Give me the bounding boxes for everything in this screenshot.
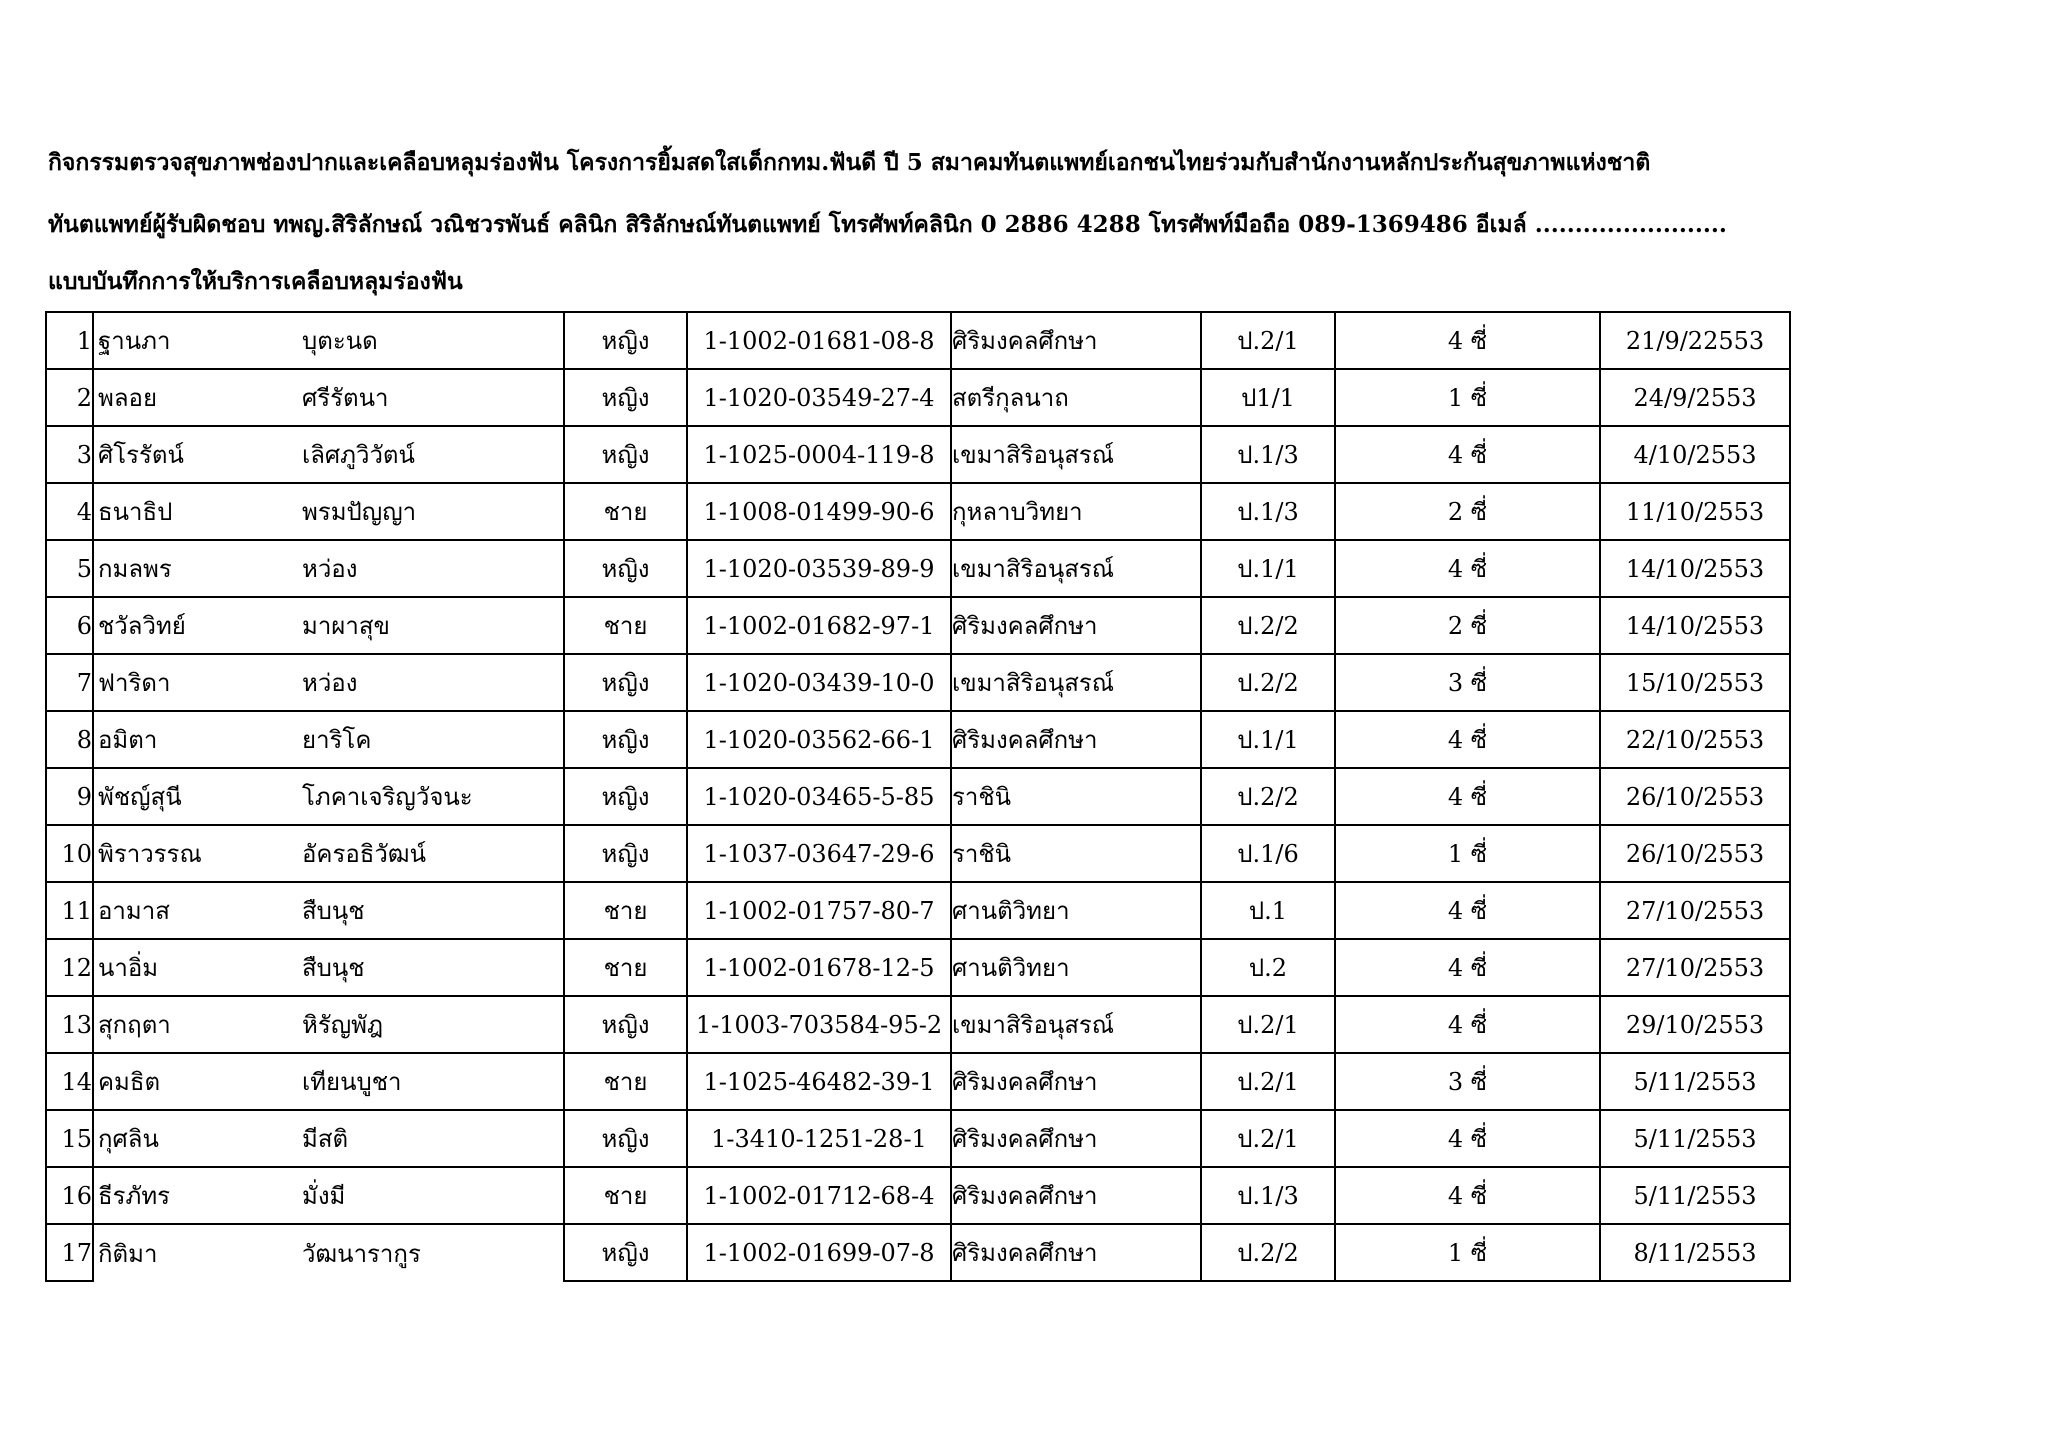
student-name [93,1053,564,1110]
table-row [46,825,1790,882]
class-cell: ป.1 [1201,882,1335,939]
service-date-cell: 15/10/2553 [1600,654,1790,711]
student-name [93,312,564,369]
service-date-cell: 14/10/2553 [1600,597,1790,654]
first-name: พิราวรรณ [98,840,202,868]
row-number: 1 [46,312,93,369]
class-cell: ป.1/3 [1201,1167,1335,1224]
row-number: 14 [46,1053,93,1110]
teeth-count-cell: 3 ซี่ [1335,654,1600,711]
row-number: 3 [46,426,93,483]
class-cell: ป.2/1 [1201,1053,1335,1110]
teeth-count-cell: 4 ซี่ [1335,312,1600,369]
teeth-count-cell: 4 ซี่ [1335,1167,1600,1224]
student-name [93,1110,564,1167]
teeth-count-cell: 1 ซี่ [1335,825,1600,882]
first-name: ศิโรรัตน์ [98,441,184,469]
last-name: วัฒนารากูร [302,1239,421,1268]
table-row [46,1053,1790,1110]
service-date-cell: 26/10/2553 [1600,825,1790,882]
teeth-count-cell: 4 ซี่ [1335,540,1600,597]
service-date-cell: 27/10/2553 [1600,939,1790,996]
teeth-count-cell: 4 ซี่ [1335,1110,1600,1167]
citizen-id-cell: 1-1020-03549-27-4 [687,369,951,426]
service-date-cell: 5/11/2553 [1600,1110,1790,1167]
teeth-count-cell: 2 ซี่ [1335,483,1600,540]
row-number: 11 [46,882,93,939]
citizen-id-cell: 1-1003-703584-95-2 [687,996,951,1053]
teeth-count-cell: 1 ซี่ [1335,369,1600,426]
table-row [46,1110,1790,1167]
service-date-cell: 5/11/2553 [1600,1167,1790,1224]
first-name: ฐานภา [98,327,171,355]
class-cell: ป.2/2 [1201,654,1335,711]
school-cell: กุหลาบวิทยา [951,483,1201,540]
row-number: 8 [46,711,93,768]
first-name: สุกฤตา [98,1011,171,1039]
service-date-cell: 5/11/2553 [1600,1053,1790,1110]
citizen-id-cell: 1-1002-01757-80-7 [687,882,951,939]
teeth-count-cell: 2 ซี่ [1335,597,1600,654]
service-date-cell: 26/10/2553 [1600,768,1790,825]
school-cell: ศิริมงคลศึกษา [951,1224,1201,1281]
citizen-id-cell: 1-1002-01712-68-4 [687,1167,951,1224]
table-row [46,654,1790,711]
class-cell: ป1/1 [1201,369,1335,426]
class-cell: ป.2/2 [1201,768,1335,825]
table-row [46,483,1790,540]
citizen-id-cell: 1-1002-01682-97-1 [687,597,951,654]
table-row [46,369,1790,426]
service-date-cell: 27/10/2553 [1600,882,1790,939]
gender-cell: หญิง [564,654,687,711]
citizen-id-cell: 1-1025-46482-39-1 [687,1053,951,1110]
school-cell: ศิริมงคลศึกษา [951,1167,1201,1224]
first-name: ธนาธิป [98,498,173,526]
student-name [93,996,564,1053]
gender-cell: หญิง [564,711,687,768]
row-number: 17 [46,1224,93,1281]
gender-cell: หญิง [564,369,687,426]
last-name: โภคาเจริญวัจนะ [302,783,473,811]
student-name [93,369,564,426]
class-cell: ป.1/1 [1201,711,1335,768]
service-date-cell: 24/9/2553 [1600,369,1790,426]
student-name [93,654,564,711]
student-name [93,426,564,483]
school-cell: เขมาสิริอนุสรณ์ [951,426,1201,483]
last-name: สืบนุช [302,897,365,925]
last-name: หว่อง [302,669,358,697]
last-name: หิรัญพัฎ [302,1011,384,1039]
teeth-count-cell: 4 ซี่ [1335,426,1600,483]
citizen-id-cell: 1-1002-01699-07-8 [687,1224,951,1281]
row-number: 7 [46,654,93,711]
row-number: 10 [46,825,93,882]
student-name [93,711,564,768]
school-cell: เขมาสิริอนุสรณ์ [951,654,1201,711]
table-row [46,711,1790,768]
citizen-id-cell: 1-1020-03539-89-9 [687,540,951,597]
school-cell: ศิริมงคลศึกษา [951,312,1201,369]
first-name: ฟาริดา [98,669,171,697]
row-number: 16 [46,1167,93,1224]
gender-cell: หญิง [564,768,687,825]
school-cell: ศานติวิทยา [951,939,1201,996]
service-date-cell: 29/10/2553 [1600,996,1790,1053]
citizen-id-cell: 1-1020-03562-66-1 [687,711,951,768]
gender-cell: หญิง [564,825,687,882]
last-name: หว่อง [302,555,358,583]
table-row [46,996,1790,1053]
gender-cell: ชาย [564,597,687,654]
service-date-cell: 8/11/2553 [1600,1224,1790,1281]
table-row [46,768,1790,825]
student-name [93,540,564,597]
class-cell: ป.2 [1201,939,1335,996]
citizen-id-cell: 1-1002-01678-12-5 [687,939,951,996]
activity-title: กิจกรรมตรวจสุขภาพช่องปากและเคลือบหลุมร่องฟัน โครงการยิ้มสดใสเด็กกทม.ฟันดี ปี 5 สมาคมทันตแพทย์เอกชนไทยร่วมกับสำนักงานหลักประกันสุขภาพแห่งชาติ [48,149,1651,176]
last-name: สืบนุช [302,954,365,982]
citizen-id-cell: 1-1025-0004-119-8 [687,426,951,483]
gender-cell: ชาย [564,483,687,540]
school-cell: ศานติวิทยา [951,882,1201,939]
table-row [46,882,1790,939]
records-body [46,312,1790,1281]
service-date-cell: 11/10/2553 [1600,483,1790,540]
school-cell: เขมาสิริอนุสรณ์ [951,540,1201,597]
first-name: กุศลิน [98,1125,159,1153]
gender-cell: หญิง [564,426,687,483]
student-name [93,768,564,825]
first-name: คมธิต [98,1068,161,1096]
row-number: 15 [46,1110,93,1167]
table-row [46,1167,1790,1224]
student-name [93,939,564,996]
service-date-cell: 4/10/2553 [1600,426,1790,483]
teeth-count-cell: 4 ซี่ [1335,768,1600,825]
service-date-cell: 22/10/2553 [1600,711,1790,768]
student-name [93,597,564,654]
school-cell: ศิริมงคลศึกษา [951,1110,1201,1167]
form-title: แบบบันทึกการให้บริการเคลือบหลุมร่องฟัน [48,268,463,295]
last-name: มีสติ [302,1125,349,1153]
citizen-id-cell: 1-1020-03439-10-0 [687,654,951,711]
gender-cell: หญิง [564,1110,687,1167]
table-row [46,939,1790,996]
row-number: 4 [46,483,93,540]
class-cell: ป.2/2 [1201,597,1335,654]
school-cell: ราชินิ [951,768,1201,825]
service-date-cell: 14/10/2553 [1600,540,1790,597]
row-number: 6 [46,597,93,654]
school-cell: ศิริมงคลศึกษา [951,1053,1201,1110]
last-name: มาผาสุข [302,612,390,640]
gender-cell: ชาย [564,939,687,996]
class-cell: ป.1/1 [1201,540,1335,597]
citizen-id-cell: 1-3410-1251-28-1 [687,1110,951,1167]
gender-cell: ชาย [564,1053,687,1110]
student-name [93,882,564,939]
gender-cell: ชาย [564,882,687,939]
first-name: พัชญ์สุนี [98,783,182,811]
table-row [46,597,1790,654]
last-name: บุตะนด [302,327,378,355]
first-name: ธีรภัทร [98,1182,171,1210]
table-row [46,1224,1790,1281]
row-number: 5 [46,540,93,597]
student-name [93,825,564,882]
gender-cell: ชาย [564,1167,687,1224]
class-cell: ป.2/1 [1201,1110,1335,1167]
first-name: อมิตา [98,726,158,754]
row-number: 13 [46,996,93,1053]
last-name: เทียนบูชา [302,1068,402,1096]
gender-cell: หญิง [564,540,687,597]
gender-cell: หญิง [564,312,687,369]
citizen-id-cell: 1-1002-01681-08-8 [687,312,951,369]
last-name: ยาริโค [302,726,372,754]
table-row [46,540,1790,597]
dentist-info: ทันตแพทย์ผู้รับผิดชอบ ทพญ.สิริลักษณ์ วณิชวรพันธ์ คลินิก สิริลักษณ์ทันตแพทย์ โทรศัพท์คลินิก 0 2886 4288 โทรศัพท์มือถือ 089-1369486 อีเมล์ ........................ [48,211,1727,238]
school-cell: ศิริมงคลศึกษา [951,711,1201,768]
gender-cell: หญิง [564,1224,687,1281]
row-number: 12 [46,939,93,996]
class-cell: ป.1/3 [1201,483,1335,540]
school-cell: ศิริมงคลศึกษา [951,597,1201,654]
table-row [46,312,1790,369]
table-row [46,426,1790,483]
citizen-id-cell: 1-1008-01499-90-6 [687,483,951,540]
last-name: อัครอธิวัฒน์ [302,840,426,868]
class-cell: ป.2/2 [1201,1224,1335,1281]
last-name: เลิศภูวิวัตน์ [302,441,415,469]
first-name: กมลพร [98,555,172,583]
teeth-count-cell: 4 ซี่ [1335,711,1600,768]
citizen-id-cell: 1-1020-03465-5-85 [687,768,951,825]
school-cell: สตรีกุลนาถ [951,369,1201,426]
school-cell: ราชินิ [951,825,1201,882]
records-table [45,311,1791,1282]
student-name [93,1224,564,1281]
gender-cell: หญิง [564,996,687,1053]
last-name: พรมปัญญา [302,498,417,526]
teeth-count-cell: 4 ซี่ [1335,996,1600,1053]
first-name: นาอิ่ม [98,954,159,982]
citizen-id-cell: 1-1037-03647-29-6 [687,825,951,882]
last-name: มั่งมี [302,1182,346,1210]
first-name: พลอย [98,384,158,412]
class-cell: ป.2/1 [1201,996,1335,1053]
row-number: 9 [46,768,93,825]
class-cell: ป.1/6 [1201,825,1335,882]
teeth-count-cell: 4 ซี่ [1335,939,1600,996]
teeth-count-cell: 1 ซี่ [1335,1224,1600,1281]
row-number: 2 [46,369,93,426]
student-name [93,1167,564,1224]
last-name: ศรีรัตนา [302,384,389,412]
first-name: ชวัลวิทย์ [98,612,186,640]
class-cell: ป.2/1 [1201,312,1335,369]
service-date-cell: 21/9/22553 [1600,312,1790,369]
teeth-count-cell: 4 ซี่ [1335,882,1600,939]
first-name: กิติมา [98,1239,158,1268]
class-cell: ป.1/3 [1201,426,1335,483]
teeth-count-cell: 3 ซี่ [1335,1053,1600,1110]
student-name [93,483,564,540]
first-name: อามาส [98,897,170,925]
school-cell: เขมาสิริอนุสรณ์ [951,996,1201,1053]
